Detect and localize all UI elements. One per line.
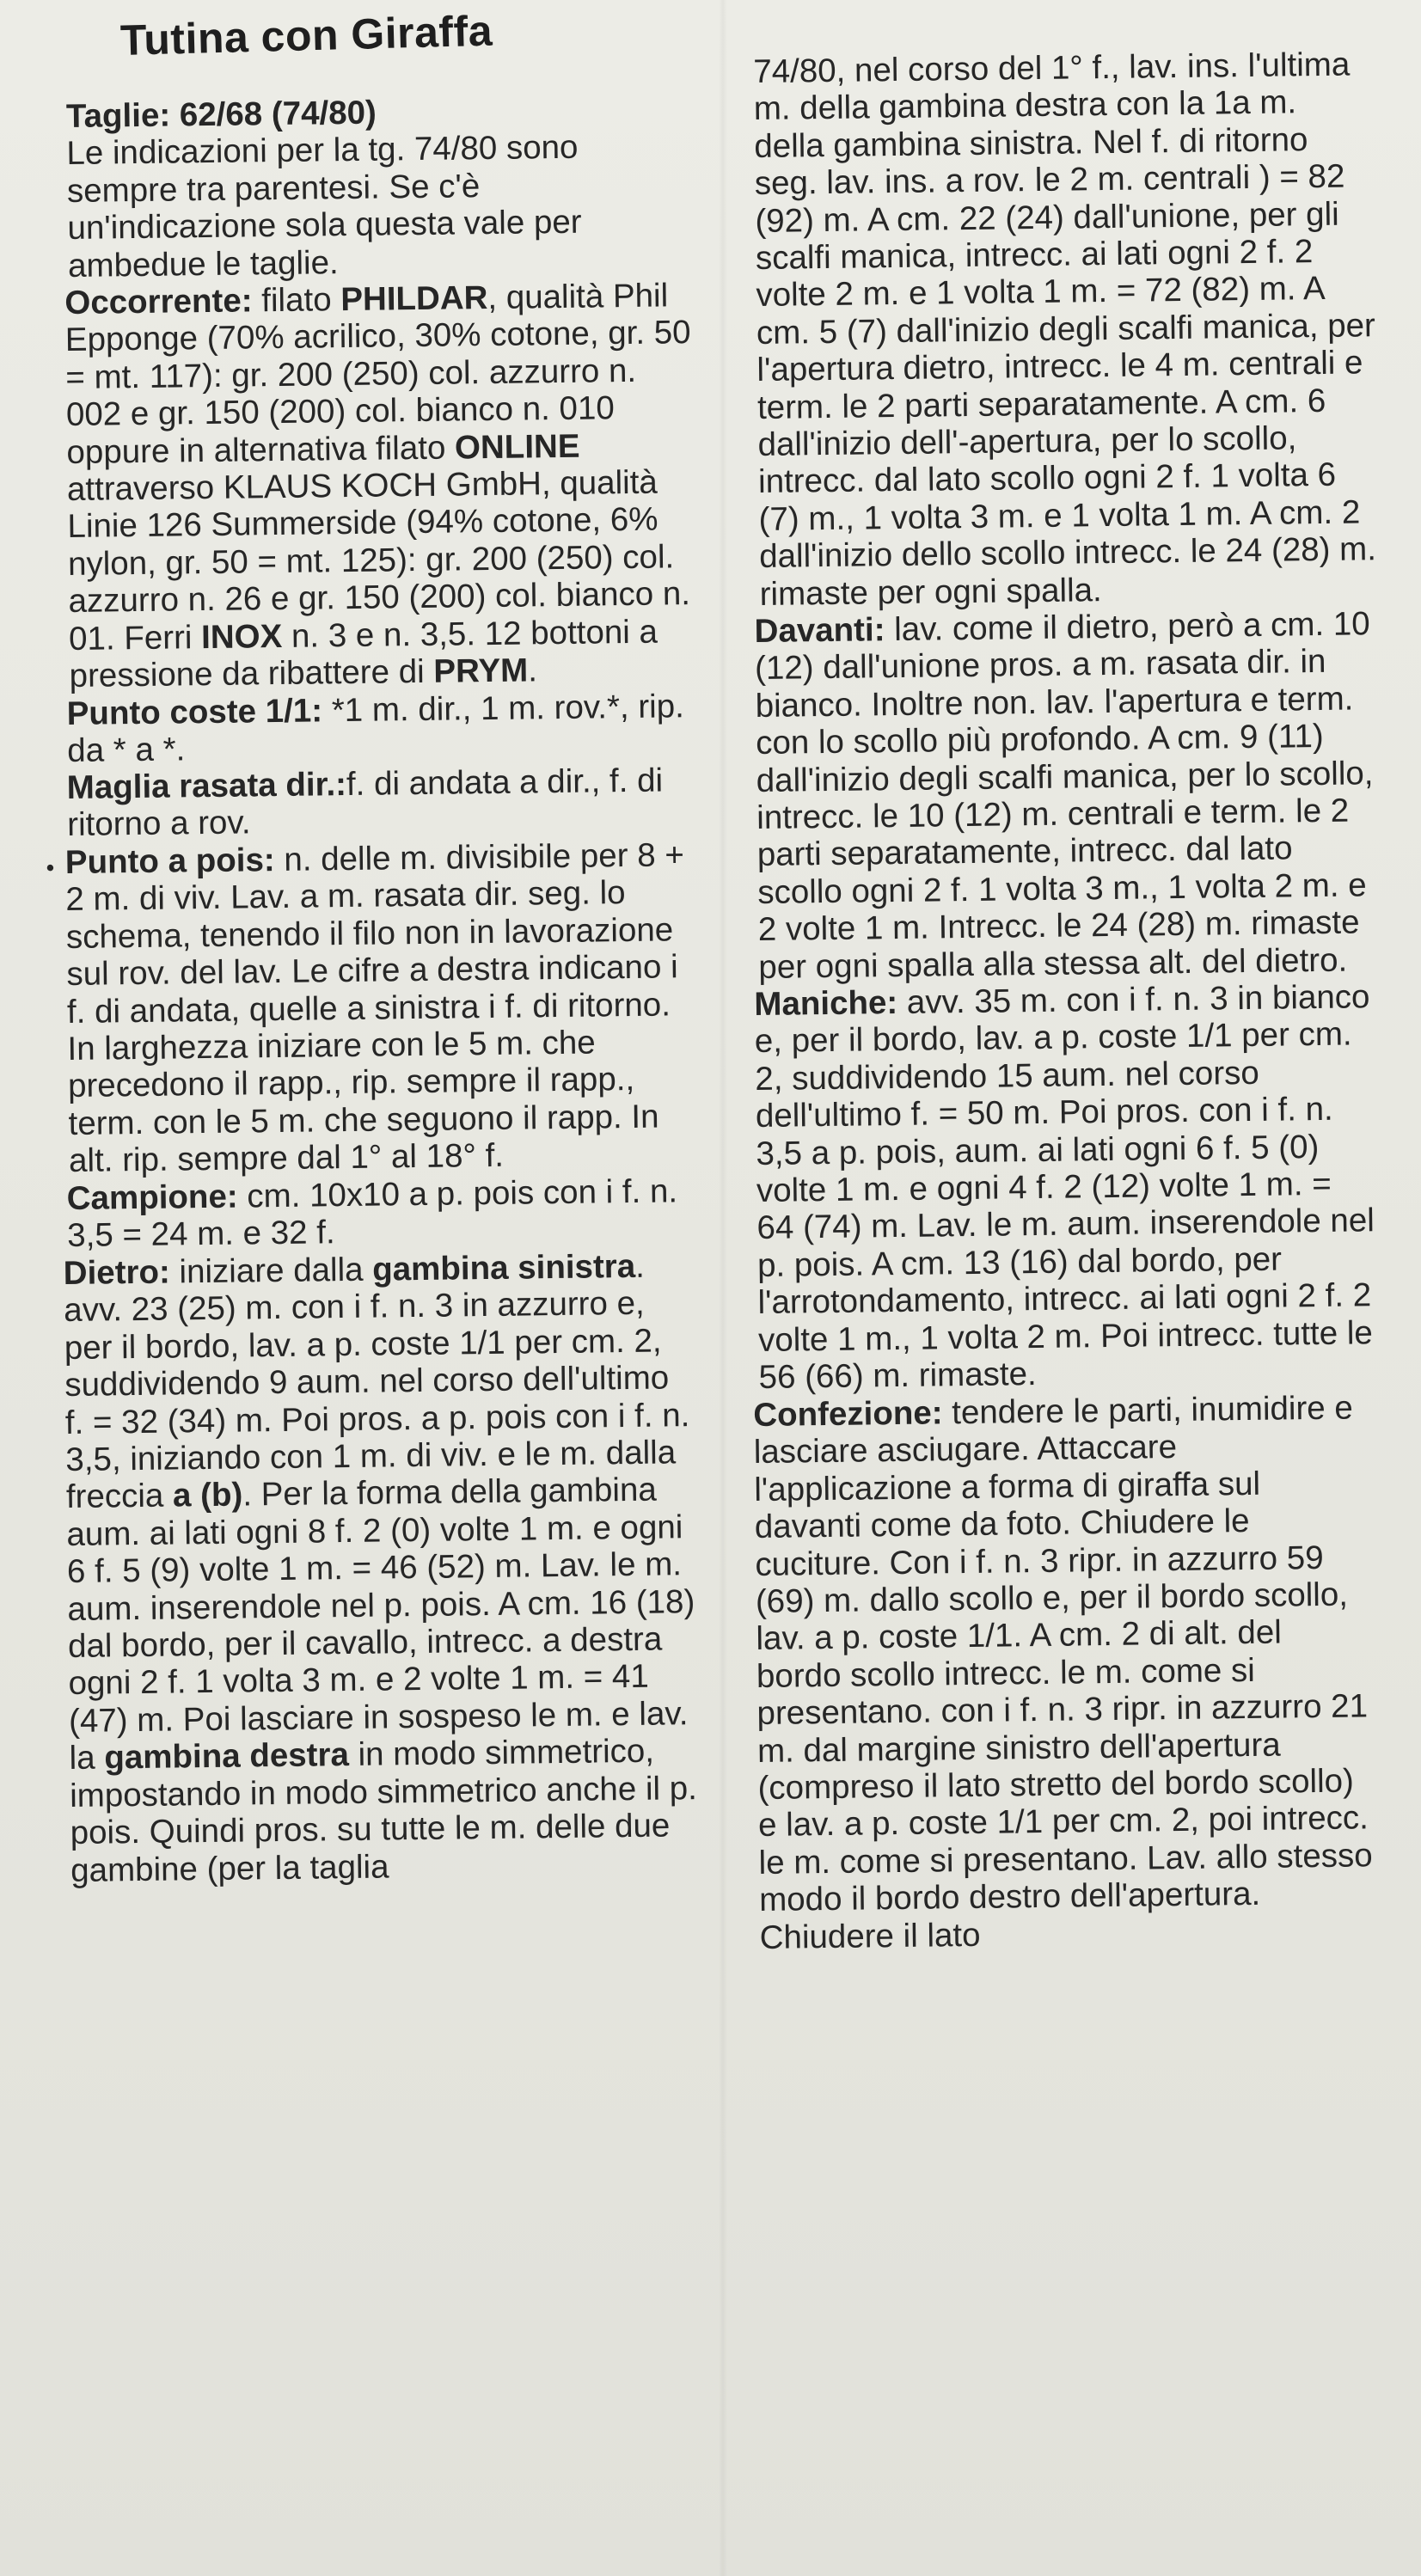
section-punto-pois [46,836,699,1180]
maniche-label: Maniche: [754,984,898,1024]
brand-prym: PRYM [433,652,529,690]
freccia-ab: a (b) [172,1476,243,1514]
dietro-text-2: . avv. 23 (25) m. con i f. n. 3 in azzurro e, per il bordo, lav. a p. coste 1/1 per cm. 2, suddividendo 9 aum. nel corso dell'ultimo f. = 32 (34) m. Poi pros. a p. pois con i f. n. 3,5, iniziando con 1 m. di viv. e le m. dalla freccia [64,1247,690,1516]
punto-coste-label: Punto coste 1/1: [66,691,323,732]
taglie-text: Le indicazioni per la tg. 74/80 sono sempre tra parentesi. Se c'è un'indicazione sola questa vale per ambedue le taglie. [66,129,582,285]
gambina-sinistra: gambina sinistra [371,1247,636,1288]
occorrente-label: Occorrente: [64,282,253,322]
brand-phildar: PHILDAR [340,279,488,319]
maglia-rasata-label: Maglia rasata dir.: [66,766,347,807]
section-punto-coste [66,688,696,770]
section-dietro-continued [753,46,1379,613]
maniche-text: avv. 35 m. con i f. n. 3 in bianco e, per il bordo, lav. a p. coste 1/1 per cm. 2, suddividendo 15 aum. nel corso dell'ultimo f. = 50 m. Poi pros. con i f. n. 3,5 a p. pois, aum. ai lati ogni 6 f. 5 (0) volte 1 m. e ogni 4 f. 2 (12) volte 1 m. = 64 (74) m. Lav. le m. aum. inserendole nel p. pois. A cm. 13 (16) dal bordo, per l'arrotondamento, intrecc. ai lati ogni 2 f. 2 volte 1 m., 1 volta 2 m. Poi intrecc. tutte le 56 (66) m. rimaste. [754,978,1375,1397]
left-column [46,0,698,1889]
occorrente-text-3: attraverso KLAUS KOCH GmbH, qualità Linie 126 Summerside (94% cotone, 6% nylon, gr. 50 = mt. 125): gr. 200 (250) col. azzurro n. 26 e gr. 150 (200) col. bianco n. 01. Ferri [66,463,691,658]
punto-pois-label: Punto a pois: [64,841,275,882]
section-occorrente [64,277,699,694]
dietro-label: Dietro: [63,1253,171,1292]
maglia-rasata-text: f. di andata a dir., f. di ritorno a rov. [67,762,664,844]
section-taglie [66,90,698,285]
campione-label: Campione: [66,1178,238,1217]
davanti-text: lav. come il dietro, però a cm. 10 (12) dall'unione pros. a m. rasata dir. in bianco. Inoltre non. lav. l'apertura e term. con lo scollo più profondo. A cm. 9 (11) dall'inizio degli scalfi manica, per lo scollo, intrecc. le 10 (12) m. centrali e term. le 2 parti separatamente, intrecc. dal lato scollo ogni 2 f. 1 volta 3 m., 1 volta 2 m. e 2 volte 1 m. Intrecc. le 24 (28) m. rimaste per ogni spalla alla stessa alt. del dietro. [754,605,1374,986]
section-maglia-rasata [66,762,696,844]
page-title: Tutina con Giraffa [119,6,493,64]
dietro-text-3: . Per la forma della gambina aum. ai lati ogni 8 f. 2 (0) volte 1 m. e ogni 6 f. 5 (9) volte 1 m. = 46 (52) m. Lav. le m. aum. inserendole nel p. pois. A cm. 16 (18) dal bordo, per il cavallo, intrecc. a destra ogni 2 f. 1 volta 3 m. e 2 volte 1 m. = 41 (47) m. Poi lasciare in sospeso le m. e lav. la [66,1471,695,1777]
confezione-label: Confezione: [753,1393,943,1434]
gambina-destra: gambina destra [104,1735,350,1777]
bullet-marker: • [46,854,55,881]
punto-coste-text: *1 m. dir., 1 m. rov.*, rip. da * a *. [67,687,685,769]
page-fold-shadow [719,0,727,2576]
brand-online: ONLINE [454,427,580,467]
section-confezione [753,1389,1379,1956]
occorrente-text-1: filato [261,281,341,320]
occorrente-text-4: n. 3 e n. 3,5. 12 bottoni a pressione da ribattere di [69,613,658,695]
taglie-label: Taglie: 62/68 (74/80) [65,94,377,136]
section-campione [66,1172,696,1255]
section-dietro [63,1247,700,1889]
dietro-continued-text: 74/80, nel corso del 1° f., lav. ins. l'ultima m. della gambina destra con la 1a m. della gambina sinistra. Nel f. di ritorno seg. lav. ins. a rov. le 2 m. centrali ) = 82 (92) m. A cm. 22 (24) dall'unione, per gli scalfi manica, intrecc. ai lati ogni 2 f. 2 volte 2 m. e 1 volta 1 m. = 72 (82) m. A cm. 5 (7) dall'inizio degli scalfi manica, per l'apertura dietro, intrecc. le 4 m. centrali e term. le 2 parti separatamente. A cm. 6 dall'inizio dell'-apertura, per lo scollo, intrecc. dal lato scollo ogni 2 f. 1 volta 6 (7) m., 1 volta 3 m. e 1 volta 1 m. A cm. 2 dall'inizio dello scollo intrecc. le 24 (28) m. rimaste per ogni spalla. [753,46,1377,613]
confezione-text: tendere le parti, inumidire e lasciare asciugare. Attaccare l'applicazione a forma di giraffa sul davanti come da foto. Chiudere le cuciture. Con i f. n. 3 ripr. in azzurro 59 (69) m. dallo scollo e, per il bordo scollo, lav. a p. coste 1/1. A cm. 2 di alt. del bordo scollo intrecc. le m. come si presentano. con i f. n. 3 ripr. in azzurro 21 m. dal margine sinistro dell'apertura (compreso il lato stretto del bordo scollo) e lav. a p. coste 1/1 per cm. 2, poi intrecc. le m. come si presentano. Lav. allo stesso modo il bordo destro dell'apertura. Chiudere il lato [753,1389,1373,1956]
occorrente-text-5: . [527,652,538,689]
section-davanti [754,605,1377,986]
davanti-label: Davanti: [754,611,885,651]
dietro-text-1: iniziare dalla [179,1251,373,1290]
occorrente-text-2: , qualità Phil Epponge (70% acrilico, 30% cotone, gr. 50 = mt. 117): gr. 200 (250) col. azzurro n. 002 e gr. 150 (200) col. bianco n. 010 oppure in alternativa filato [64,277,691,471]
campione-text: cm. 10x10 a p. pois con i f. n. 3,5 = 24 m. e 32 f. [67,1172,678,1255]
dietro-text-4: in modo simmetrico, impostando in modo simmetrico anche il p. pois. Quindi pros. su tutte le m. delle due gambine (per la taglia [69,1732,698,1889]
punto-pois-text: n. delle m. divisibile per 8 + 2 m. di viv. Lav. a m. rasata dir. seg. lo schema, tenendo il filo non in lavorazione sul rov. del lav. Le cifre a destra indicano i f. di andata, quelle a sinistra i f. di ritorno. In larghezza iniziare con le 5 m. che precedono il rapp., rip. sempre il rapp., term. con le 5 m. che seguono il rapp. In alt. rip. sempre dal 1° al 18° f. [65,836,685,1180]
section-maniche [754,978,1378,1396]
brand-inox: INOX [200,617,283,656]
right-column [753,0,1377,1956]
